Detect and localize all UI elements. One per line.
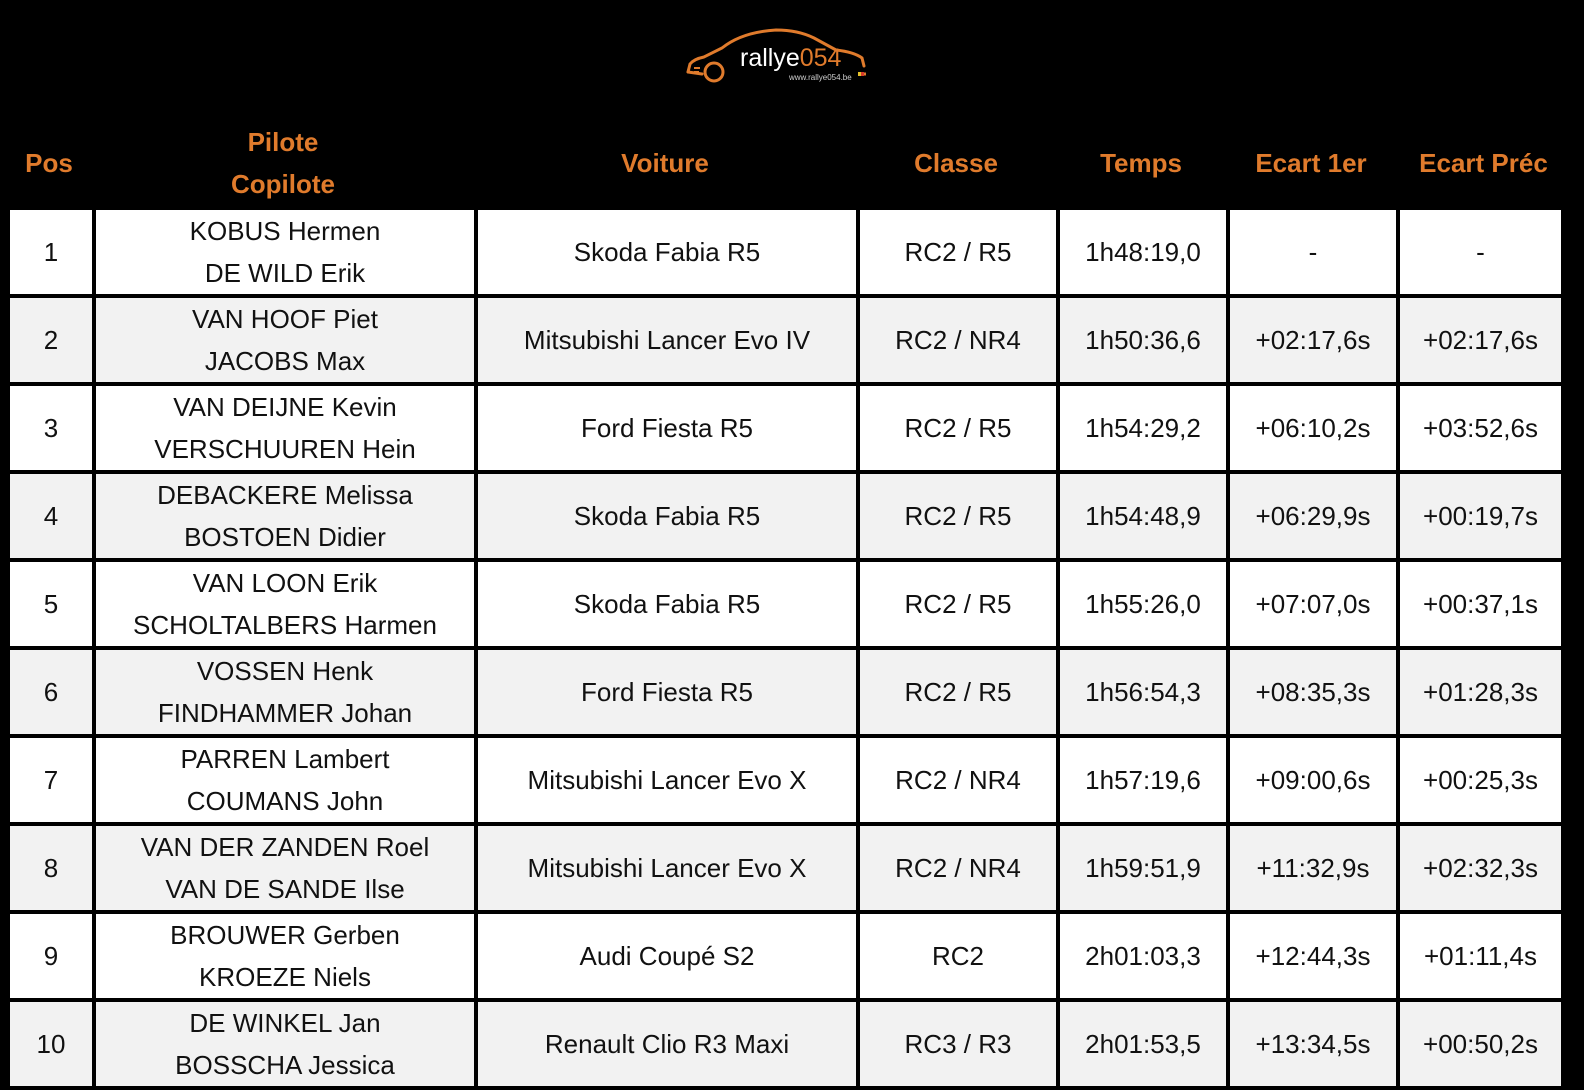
cell-crew	[94, 560, 476, 648]
cell-copilote: DE WILD Erik	[204, 258, 366, 288]
cell-temps: 2h01:03,3	[1058, 912, 1228, 1000]
table-row	[8, 648, 1563, 736]
cell-pos: 7	[8, 736, 94, 824]
cell-copilote: BOSTOEN Didier	[184, 522, 386, 552]
cell-classe: RC2 / R5	[858, 560, 1058, 648]
cell-temps: 1h55:26,0	[1058, 560, 1228, 648]
cell-ecart-prec: +00:37,1s	[1398, 560, 1563, 648]
cell-ecart-prec: +03:52,6s	[1398, 384, 1563, 472]
cell-ecart-1er: +06:10,2s	[1228, 384, 1398, 472]
logo-brand-number: 054	[799, 44, 842, 72]
header-copilote: Copilote	[231, 169, 335, 199]
cell-pilote: DEBACKERE Melissa	[157, 480, 413, 510]
cell-pos: 5	[8, 560, 94, 648]
cell-temps: 1h50:36,6	[1058, 296, 1228, 384]
header-pilote-copilote	[92, 120, 474, 206]
cell-crew	[94, 1000, 476, 1088]
cell-copilote: JACOBS Max	[204, 346, 366, 376]
logo-url: www.rallye054.be	[789, 73, 852, 82]
cell-temps: 1h57:19,6	[1058, 736, 1228, 824]
header-pos: Pos	[25, 147, 73, 178]
cell-voiture: Mitsubishi Lancer Evo X	[476, 824, 858, 912]
header-voiture: Voiture	[621, 147, 709, 178]
cell-copilote: VERSCHUUREN Hein	[154, 434, 416, 464]
table-row	[8, 296, 1563, 384]
cell-pos: 4	[8, 472, 94, 560]
cell-ecart-prec: +00:19,7s	[1398, 472, 1563, 560]
cell-classe: RC2 / NR4	[858, 296, 1058, 384]
cell-voiture: Skoda Fabia R5	[476, 560, 858, 648]
cell-classe: RC2 / NR4	[858, 824, 1058, 912]
cell-pos: 2	[8, 296, 94, 384]
cell-copilote: BOSSCHA Jessica	[175, 1050, 395, 1080]
cell-pilote: VOSSEN Henk	[196, 656, 374, 686]
cell-ecart-prec: +00:50,2s	[1398, 1000, 1563, 1088]
cell-crew	[94, 296, 476, 384]
cell-classe: RC2	[858, 912, 1058, 1000]
cell-ecart-prec: +00:25,3s	[1398, 736, 1563, 824]
cell-classe: RC2 / R5	[858, 472, 1058, 560]
cell-ecart-prec: +02:17,6s	[1398, 296, 1563, 384]
rallye054-logo	[686, 26, 876, 90]
cell-pilote: VAN HOOF Piet	[192, 304, 378, 334]
cell-crew	[94, 384, 476, 472]
cell-pilote: DE WINKEL Jan	[189, 1008, 381, 1038]
table-row	[8, 736, 1563, 824]
cell-classe: RC2 / R5	[858, 208, 1058, 296]
cell-voiture: Ford Fiesta R5	[476, 648, 858, 736]
cell-voiture: Skoda Fabia R5	[476, 208, 858, 296]
cell-temps: 1h48:19,0	[1058, 208, 1228, 296]
header-temps: Temps	[1100, 147, 1182, 178]
cell-crew	[94, 208, 476, 296]
cell-ecart-prec: +02:32,3s	[1398, 824, 1563, 912]
cell-voiture: Skoda Fabia R5	[476, 472, 858, 560]
cell-copilote: COUMANS John	[186, 786, 384, 816]
cell-copilote: KROEZE Niels	[199, 962, 371, 992]
header-pilote: Pilote	[247, 127, 319, 157]
cell-pilote: BROUWER Gerben	[170, 920, 400, 950]
cell-copilote: SCHOLTALBERS Harmen	[133, 610, 437, 640]
cell-temps: 1h59:51,9	[1058, 824, 1228, 912]
cell-pilote: VAN LOON Erik	[192, 568, 378, 598]
cell-temps: 1h56:54,3	[1058, 648, 1228, 736]
cell-classe: RC2 / R5	[858, 384, 1058, 472]
header-ecart-prec: Ecart Préc	[1419, 147, 1548, 178]
cell-crew	[94, 912, 476, 1000]
table-row	[8, 208, 1563, 296]
cell-ecart-1er: +11:32,9s	[1228, 824, 1398, 912]
cell-ecart-1er: +08:35,3s	[1228, 648, 1398, 736]
logo-wordmark	[740, 46, 841, 71]
cell-pos: 8	[8, 824, 94, 912]
table-row	[8, 824, 1563, 912]
cell-temps: 1h54:48,9	[1058, 472, 1228, 560]
table-row	[8, 384, 1563, 472]
cell-voiture: Audi Coupé S2	[476, 912, 858, 1000]
cell-crew	[94, 648, 476, 736]
cell-classe: RC2 / NR4	[858, 736, 1058, 824]
cell-temps: 2h01:53,5	[1058, 1000, 1228, 1088]
cell-voiture: Ford Fiesta R5	[476, 384, 858, 472]
cell-ecart-1er: +07:07,0s	[1228, 560, 1398, 648]
cell-ecart-1er: +06:29,9s	[1228, 472, 1398, 560]
cell-pilote: PARREN Lambert	[180, 744, 390, 774]
cell-crew	[94, 824, 476, 912]
table-header	[0, 120, 1584, 206]
cell-ecart-prec: +01:11,4s	[1398, 912, 1563, 1000]
cell-pos: 10	[8, 1000, 94, 1088]
cell-crew	[94, 736, 476, 824]
cell-pos: 1	[8, 208, 94, 296]
header-ecart-1er: Ecart 1er	[1255, 147, 1367, 178]
results-table	[6, 206, 1565, 1090]
cell-copilote: FINDHAMMER Johan	[157, 698, 413, 728]
cell-classe: RC3 / R3	[858, 1000, 1058, 1088]
cell-ecart-1er: -	[1228, 208, 1398, 296]
table-row	[8, 472, 1563, 560]
cell-ecart-1er: +02:17,6s	[1228, 296, 1398, 384]
cell-classe: RC2 / R5	[858, 648, 1058, 736]
cell-temps: 1h54:29,2	[1058, 384, 1228, 472]
cell-voiture: Mitsubishi Lancer Evo X	[476, 736, 858, 824]
cell-copilote: VAN DE SANDE Ilse	[165, 874, 405, 904]
cell-ecart-prec: -	[1398, 208, 1563, 296]
cell-pilote: KOBUS Hermen	[189, 216, 381, 246]
cell-ecart-prec: +01:28,3s	[1398, 648, 1563, 736]
cell-crew	[94, 472, 476, 560]
cell-voiture: Mitsubishi Lancer Evo IV	[476, 296, 858, 384]
cell-voiture: Renault Clio R3 Maxi	[476, 1000, 858, 1088]
cell-ecart-1er: +09:00,6s	[1228, 736, 1398, 824]
cell-ecart-1er: +13:34,5s	[1228, 1000, 1398, 1088]
cell-pos: 6	[8, 648, 94, 736]
logo-brand-word: rallye	[740, 44, 800, 72]
header-classe: Classe	[914, 147, 998, 178]
cell-pos: 9	[8, 912, 94, 1000]
cell-ecart-1er: +12:44,3s	[1228, 912, 1398, 1000]
cell-pos: 3	[8, 384, 94, 472]
table-row	[8, 912, 1563, 1000]
cell-pilote: VAN DER ZANDEN Roel	[140, 832, 430, 862]
table-row	[8, 1000, 1563, 1088]
cell-pilote: VAN DEIJNE Kevin	[173, 392, 397, 422]
table-row	[8, 560, 1563, 648]
